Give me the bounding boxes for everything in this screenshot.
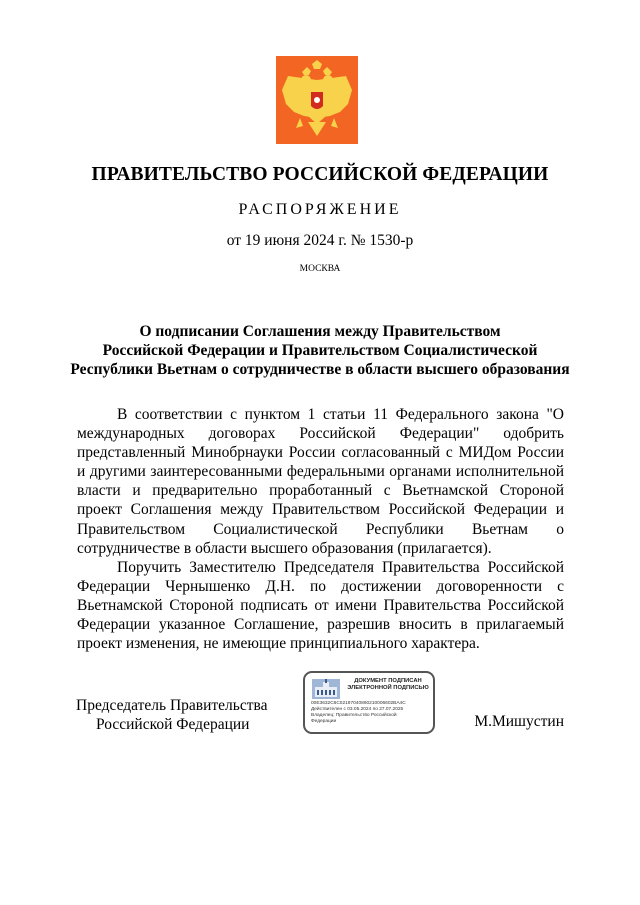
signer-position <box>76 696 268 734</box>
document-body <box>77 405 564 653</box>
document-city: МОСКВА <box>299 264 341 274</box>
signer-position-line: Председатель Правительства <box>76 697 268 714</box>
government-building-icon <box>312 679 340 699</box>
stamp-title-line: ДОКУМЕНТ ПОДПИСАН <box>354 678 422 684</box>
document-subject <box>60 322 580 379</box>
stamp-details <box>311 701 433 725</box>
stamp-owner: Владелец: Правительство Российской <box>311 713 397 718</box>
body-paragraph: Поручить Заместителю Председателя Правительства Российской Федерации Чернышенко Д.Н. по достижении договоренности с Вьетнамской Стороной подписать от имени Правительства Российской Федерации указанное Соглашение, разрешив вносить в прилагаемый проект изменения, не имеющие принципиального характера. <box>77 558 564 653</box>
stamp-title <box>343 678 433 692</box>
coat-of-arms-emblem <box>276 56 358 144</box>
signer-position-line: Российской Федерации <box>96 716 250 733</box>
document-type: РАСПОРЯЖЕНИЕ <box>238 201 402 218</box>
subject-line: Российской Федерации и Правительством Социалистической <box>102 342 538 359</box>
signer-name: М.Мишустин <box>474 713 564 730</box>
stamp-title-line: ЭЛЕКТРОННОЙ ПОДПИСЬЮ <box>347 685 429 691</box>
electronic-signature-stamp <box>303 671 435 734</box>
subject-line: Республики Вьетнам о сотрудничестве в области высшего образования <box>70 361 570 378</box>
stamp-validity: Действителен с 03.05.2024 по 27.07.2025 <box>311 707 404 712</box>
body-paragraph: В соответствии с пунктом 1 статьи 11 Федерального закона "О международных договорах Российской Федерации" одобрить представленный Минобрнауки России согласованный с МИДом России и другими заинтересованными федеральными органами исполнительной власти и предварительно проработанный с Вьетнамской Стороной проект Соглашения между Правительством Российской Федерации и Правительством Социалистической Республики Вьетнам о сотрудничестве в области высшего образования (прилагается). <box>77 406 564 557</box>
stamp-owner: Федерации <box>311 719 337 724</box>
subject-line: О подписании Соглашения между Правительством <box>139 323 501 340</box>
government-title: ПРАВИТЕЛЬСТВО РОССИЙСКОЙ ФЕДЕРАЦИИ <box>91 164 549 185</box>
stamp-certificate: 00E3632C6C02197040860210006602BA4C <box>311 701 406 706</box>
document-date-number: от 19 июня 2024 г. № 1530-р <box>226 232 414 249</box>
